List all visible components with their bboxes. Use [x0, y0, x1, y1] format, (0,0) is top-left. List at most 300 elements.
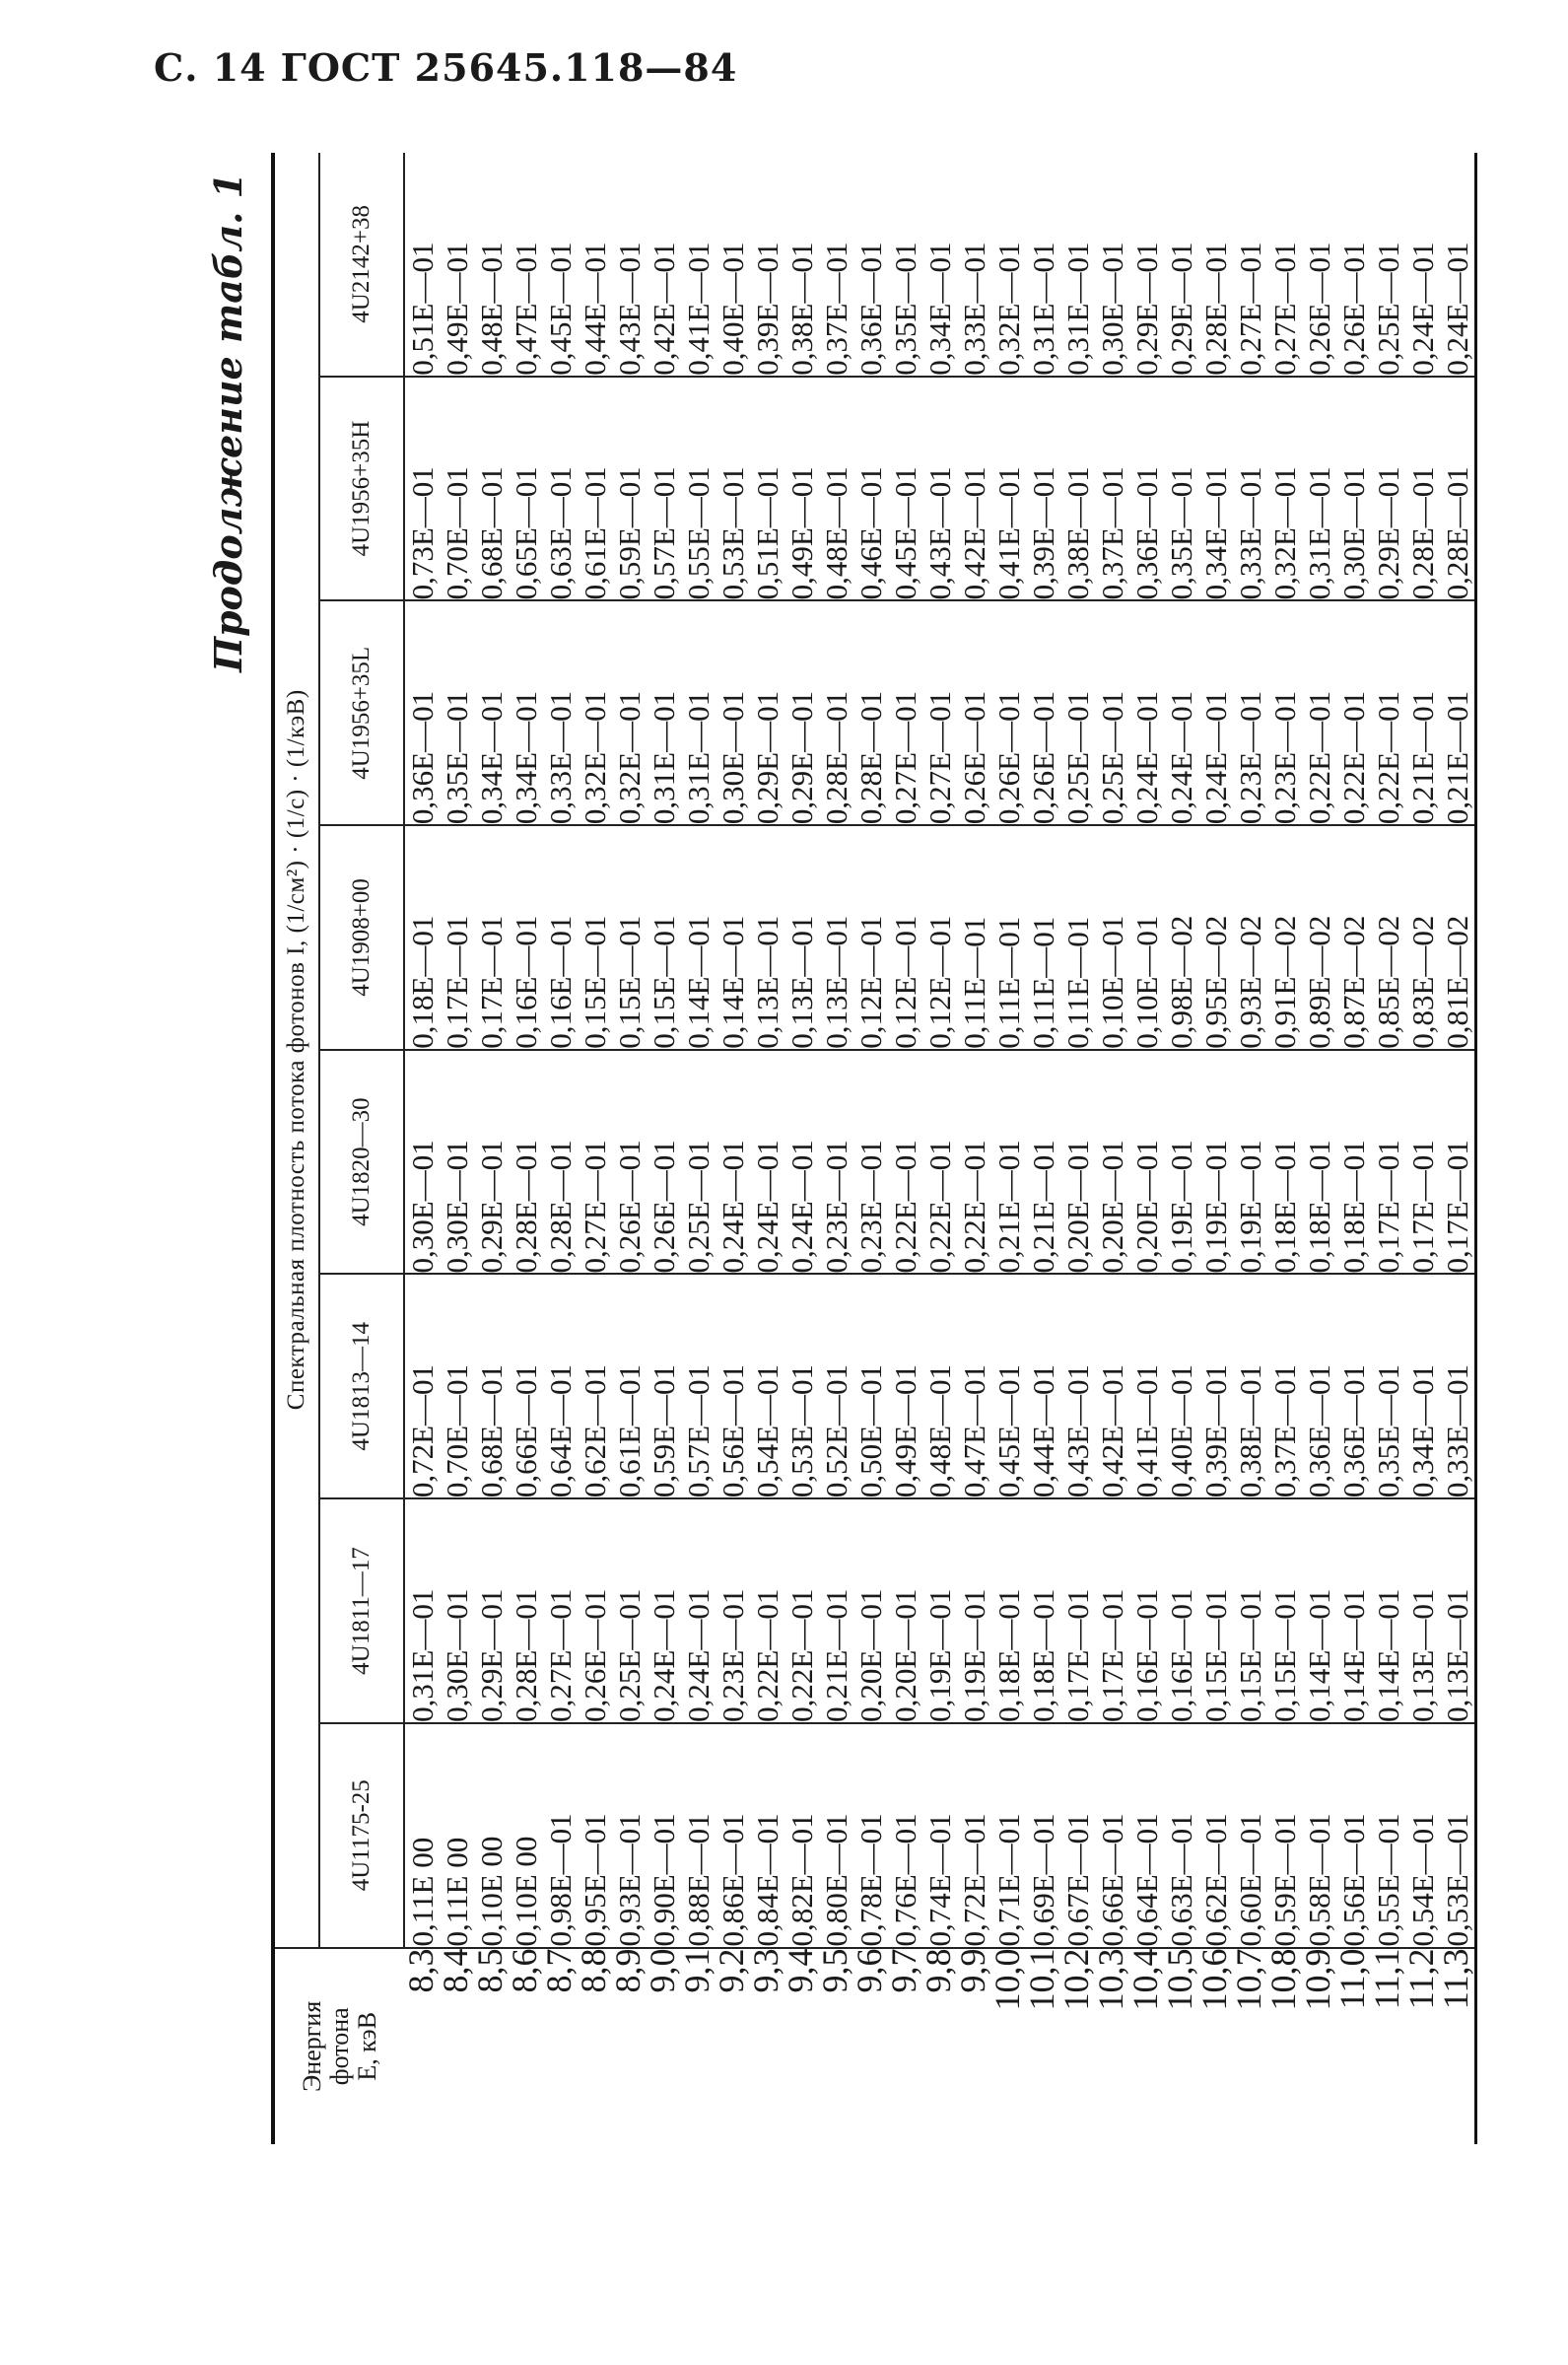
table-cell: 0,29E—01: [474, 1140, 509, 1274]
energy-value: 9,6: [850, 1948, 889, 1993]
table-cell: 0,30E—01: [716, 690, 750, 825]
energy-value: 8,5: [470, 1948, 510, 1993]
table-cell: 0,72E—01: [957, 1813, 991, 1947]
table-cell: 0,17E—01: [1371, 1140, 1405, 1274]
table-cell: 0,83E—02: [1405, 915, 1440, 1049]
table-cell: 0,37E—01: [1095, 466, 1129, 600]
table-cell: 0,42E—01: [957, 466, 991, 600]
column-header: 4U1908+00: [319, 825, 404, 1050]
table-cell: 0,33E—01: [543, 690, 578, 825]
table-cell: 0,33E—01: [1233, 466, 1267, 600]
table-cell: 0,98E—01: [543, 1813, 578, 1947]
table-cell: 0,32E—01: [1267, 466, 1302, 600]
table-cell: 0,24E—01: [1198, 690, 1233, 825]
table-cell: 0,26E—01: [1302, 242, 1336, 376]
energy-value: 9,1: [677, 1948, 716, 1993]
table-cell: 0,80E—01: [819, 1813, 853, 1947]
table-cell: 0,34E—01: [1405, 1363, 1440, 1498]
table-cell: 0,29E—01: [750, 690, 784, 825]
column-header: 4U1820—30: [319, 1050, 404, 1275]
energy-value: 8,8: [574, 1948, 613, 1993]
table-cell: 0,31E—01: [647, 690, 681, 825]
table-cell: 0,49E—01: [784, 466, 819, 600]
table-cell: 0,40E—01: [716, 242, 750, 376]
table-cell: 0,65E—01: [509, 466, 543, 600]
table-cell: 0,21E—01: [1405, 690, 1440, 825]
table-cell: 0,48E—01: [474, 242, 509, 376]
table-cell: 0,10E—01: [1129, 915, 1164, 1049]
table-cell: 0,26E—01: [578, 1588, 612, 1722]
table-cell: 0,28E—01: [819, 690, 853, 825]
table-cell: 0,34E—01: [474, 690, 509, 825]
table-cell: 0,12E—01: [922, 915, 957, 1049]
table-cell: 0,14E—01: [1371, 1588, 1405, 1722]
table-cell: 0,20E—01: [1095, 1140, 1129, 1274]
table-cell: 0,17E—01: [440, 915, 474, 1049]
table-cell: 0,13E—01: [819, 915, 853, 1049]
table-cell: 0,14E—01: [681, 915, 716, 1049]
table-cell: 0,58E—01: [1302, 1813, 1336, 1947]
table-cell: 0,27E—01: [543, 1588, 578, 1722]
table-cell: 0,59E—01: [647, 1363, 681, 1498]
table-cell: 0,71E—01: [991, 1813, 1026, 1947]
table-cell: 0,55E—01: [1371, 1813, 1405, 1947]
table-cell: 0,61E—01: [612, 1363, 647, 1498]
table-cell: 0,88E—01: [681, 1813, 716, 1947]
table-cell: 0,32E—01: [612, 690, 647, 825]
values-column: [404, 825, 1476, 1050]
table-cell: 0,21E—01: [1440, 690, 1474, 825]
values-column: [404, 600, 1476, 825]
table-cell: 0,23E—01: [1267, 690, 1302, 825]
table-cell: 0,22E—01: [922, 1140, 957, 1274]
table-cell: 0,45E—01: [543, 242, 578, 376]
table-cell: 0,28E—01: [853, 690, 888, 825]
energy-value: 10,3: [1091, 1948, 1130, 2011]
table-cell: 0,90E—01: [647, 1813, 681, 1947]
table-cell: 0,11E—01: [957, 916, 991, 1049]
table-body-row: [404, 153, 1476, 2144]
table-cell: 0,41E—01: [991, 466, 1026, 600]
table-cell: 0,16E—01: [1129, 1588, 1164, 1722]
table-cell: 0,55E—01: [681, 466, 716, 600]
table-cell: 0,68E—01: [474, 466, 509, 600]
table-cell: 0,12E—01: [853, 915, 888, 1049]
table-cell: 0,10E 00: [474, 1836, 509, 1947]
table-cell: 0,53E—01: [716, 466, 750, 600]
table-cell: 0,26E—01: [1026, 690, 1060, 825]
table-cell: 0,57E—01: [647, 466, 681, 600]
table-cell: 0,42E—01: [1095, 1363, 1129, 1498]
table-cell: 0,43E—01: [612, 242, 647, 376]
table-cell: 0,53E—01: [1440, 1813, 1474, 1947]
energy-value: 10,2: [1057, 1948, 1096, 2011]
values-column: [404, 377, 1476, 601]
values-column: [404, 1274, 1476, 1498]
energy-value: 11,3: [1436, 1948, 1475, 2010]
table-cell: 0,40E—01: [1164, 1363, 1198, 1498]
table-cell: 0,43E—01: [922, 466, 957, 600]
column-header: 4U2142+38: [319, 153, 404, 377]
table-cell: 0,15E—01: [1267, 1588, 1302, 1722]
table-cell: 0,74E—01: [922, 1813, 957, 1947]
table-cell: 0,25E—01: [1095, 690, 1129, 825]
table-cell: 0,29E—01: [1164, 242, 1198, 376]
table-cell: 0,95E—02: [1198, 915, 1233, 1049]
table-cell: 0,38E—01: [784, 242, 819, 376]
table-cell: 0,28E—01: [509, 1588, 543, 1722]
group-header: Спектральная плотность потока фотонов I, (1/см²) · (1/с) · (1/кэВ): [273, 153, 319, 1948]
table-cell: 0,28E—01: [543, 1140, 578, 1274]
table-cell: 0,67E—01: [1060, 1813, 1095, 1947]
table-cell: 0,41E—01: [1129, 1363, 1164, 1498]
table-cell: 0,22E—01: [1302, 690, 1336, 825]
table-cell: 0,47E—01: [509, 242, 543, 376]
energy-value: 8,9: [608, 1948, 648, 1993]
table-cell: 0,31E—01: [681, 690, 716, 825]
table-cell: 0,60E—01: [1233, 1813, 1267, 1947]
values-column: [404, 1050, 1476, 1275]
table-cell: 0,29E—01: [784, 690, 819, 825]
standard-code: ГОСТ 25645.118—84: [280, 45, 738, 90]
table-cell: 0,36E—01: [1129, 466, 1164, 600]
page-number: С. 14: [154, 45, 267, 90]
table-cell: 0,25E—01: [1371, 242, 1405, 376]
table-cell: 0,49E—01: [888, 1363, 922, 1498]
table-cell: 0,27E—01: [1267, 242, 1302, 376]
table-cell: 0,14E—01: [716, 915, 750, 1049]
table-cell: 0,26E—01: [991, 690, 1026, 825]
table-cell: 0,17E—01: [1095, 1588, 1129, 1722]
table-cell: 0,54E—01: [1405, 1813, 1440, 1947]
table-cell: 0,27E—01: [888, 690, 922, 825]
table-cell: 0,39E—01: [750, 242, 784, 376]
table-cell: 0,23E—01: [1233, 690, 1267, 825]
energy-values-cell: [401, 1948, 1476, 2144]
table-cell: 0,17E—01: [1405, 1140, 1440, 1274]
table-cell: 0,59E—01: [612, 466, 647, 600]
table-cell: 0,24E—01: [1440, 242, 1474, 376]
energy-value: 10,7: [1229, 1948, 1268, 2011]
table-cell: 0,51E—01: [750, 466, 784, 600]
table-cell: 0,11E 00: [405, 1837, 440, 1947]
table-cell: 0,93E—01: [612, 1813, 647, 1947]
table-cell: 0,36E—01: [1336, 1363, 1371, 1498]
table-cell: 0,23E—01: [819, 1140, 853, 1274]
table-cell: 0,18E—01: [1302, 1140, 1336, 1274]
table-cell: 0,11E—01: [1060, 916, 1095, 1049]
table-cell: 0,42E—01: [647, 242, 681, 376]
table-cell: 0,13E—01: [750, 915, 784, 1049]
table-caption: Продолжение табл. 1: [206, 173, 250, 672]
table-cell: 0,31E—01: [1026, 242, 1060, 376]
table-cell: 0,19E—01: [1198, 1140, 1233, 1274]
table-cell: 0,27E—01: [578, 1140, 612, 1274]
energy-column-header: Энергия фотона E, кэВ: [273, 1948, 404, 2144]
table-cell: 0,35E—01: [440, 690, 474, 825]
table-cell: 0,16E—01: [509, 915, 543, 1049]
table-cell: 0,54E—01: [750, 1363, 784, 1498]
energy-value: 9,8: [919, 1948, 958, 1993]
column-header: 4U1956+35H: [319, 377, 404, 601]
column-header: 4U1813—14: [319, 1274, 404, 1498]
table-cell: 0,22E—01: [1336, 690, 1371, 825]
table-cell: 0,15E—01: [578, 915, 612, 1049]
energy-value: 10,8: [1263, 1948, 1303, 2011]
table-cell: 0,72E—01: [405, 1363, 440, 1498]
table-cell: 0,25E—01: [1060, 690, 1095, 825]
table-cell: 0,95E—01: [578, 1813, 612, 1947]
table-cell: 0,28E—01: [1440, 466, 1474, 600]
table-cell: 0,47E—01: [957, 1363, 991, 1498]
table-cell: 0,35E—01: [888, 242, 922, 376]
table-cell: 0,27E—01: [922, 690, 957, 825]
energy-value: 10,0: [988, 1948, 1027, 2011]
table-cell: 0,66E—01: [509, 1363, 543, 1498]
energy-value: 8,7: [539, 1948, 579, 1993]
table-cell: 0,85E—02: [1371, 915, 1405, 1049]
table-cell: 0,15E—01: [647, 915, 681, 1049]
table-cell: 0,18E—01: [1336, 1140, 1371, 1274]
table-cell: 0,20E—01: [888, 1588, 922, 1722]
table-cell: 0,57E—01: [681, 1363, 716, 1498]
table-cell: 0,16E—01: [1164, 1588, 1198, 1722]
table-cell: 0,91E—02: [1267, 915, 1302, 1049]
table-cell: 0,27E—01: [1233, 242, 1267, 376]
energy-value: 8,3: [401, 1948, 441, 1993]
energy-value: 9,5: [815, 1948, 854, 1993]
table-cell: 0,28E—01: [1405, 466, 1440, 600]
table-cell: 0,37E—01: [1267, 1363, 1302, 1498]
table-cell: 0,70E—01: [440, 1363, 474, 1498]
table-cell: 0,31E—01: [1060, 242, 1095, 376]
table-cell: 0,51E—01: [405, 242, 440, 376]
table-cell: 0,21E—01: [1026, 1140, 1060, 1274]
table-cell: 0,56E—01: [716, 1363, 750, 1498]
table-cell: 0,78E—01: [853, 1813, 888, 1947]
energy-value: 11,2: [1401, 1948, 1441, 2010]
energy-value: 9,3: [746, 1948, 785, 1993]
table-cell: 0,24E—01: [1405, 242, 1440, 376]
table-cell: 0,15E—01: [612, 915, 647, 1049]
table-cell: 0,33E—01: [1440, 1363, 1474, 1498]
table-cell: 0,61E—01: [578, 466, 612, 600]
table-cell: 0,36E—01: [853, 242, 888, 376]
table-cell: 0,35E—01: [1371, 1363, 1405, 1498]
energy-value: 10,6: [1194, 1948, 1234, 2011]
table-cell: 0,14E—01: [1336, 1588, 1371, 1722]
table-cell: 0,24E—01: [750, 1140, 784, 1274]
table-cell: 0,22E—01: [957, 1140, 991, 1274]
table-cell: 0,66E—01: [1095, 1813, 1129, 1947]
table-cell: 0,29E—01: [1129, 242, 1164, 376]
table-cell: 0,18E—01: [1267, 1140, 1302, 1274]
table-cell: 0,48E—01: [922, 1363, 957, 1498]
table-cell: 0,34E—01: [1198, 466, 1233, 600]
values-column: [404, 153, 1476, 377]
table-cell: 0,26E—01: [612, 1140, 647, 1274]
table-cell: 0,64E—01: [1129, 1813, 1164, 1947]
energy-value: 9,2: [712, 1948, 751, 1993]
table-cell: 0,24E—01: [1129, 690, 1164, 825]
table-cell: 0,87E—02: [1336, 915, 1371, 1049]
table-cell: 0,15E—01: [1198, 1588, 1233, 1722]
energy-value: 10,9: [1298, 1948, 1337, 2011]
table-cell: 0,89E—02: [1302, 915, 1336, 1049]
table-cell: 0,11E—01: [1026, 916, 1060, 1049]
table-cell: 0,24E—01: [716, 1140, 750, 1274]
table-cell: 0,38E—01: [1060, 466, 1095, 600]
table-cell: 0,48E—01: [819, 466, 853, 600]
energy-value: 10,5: [1160, 1948, 1199, 2011]
table-cell: 0,34E—01: [922, 242, 957, 376]
table-cell: 0,46E—01: [853, 466, 888, 600]
table-cell: 0,34E—01: [509, 690, 543, 825]
table-cell: 0,24E—01: [1164, 690, 1198, 825]
table-cell: 0,17E—01: [474, 915, 509, 1049]
table-cell: 0,31E—01: [1302, 466, 1336, 600]
table-cell: 0,18E—01: [991, 1588, 1026, 1722]
table-cell: 0,26E—01: [1336, 242, 1371, 376]
table-cell: 0,84E—01: [750, 1813, 784, 1947]
table-cell: 0,11E—01: [991, 916, 1026, 1049]
table-cell: 0,41E—01: [681, 242, 716, 376]
table-cell: 0,64E—01: [543, 1363, 578, 1498]
table-cell: 0,17E—01: [1440, 1140, 1474, 1274]
values-column: [404, 1498, 1476, 1723]
table-cell: 0,28E—01: [1198, 242, 1233, 376]
column-header: 4U1175-25: [319, 1723, 404, 1948]
table-cell: 0,19E—01: [1233, 1140, 1267, 1274]
values-column: [404, 1723, 1476, 1948]
table-cell: 0,45E—01: [888, 466, 922, 600]
energy-value: 9,7: [884, 1948, 923, 1993]
table-cell: 0,53E—01: [784, 1363, 819, 1498]
table-cell: 0,12E—01: [888, 915, 922, 1049]
table-cell: 0,29E—01: [1371, 466, 1405, 600]
table-cell: 0,24E—01: [681, 1588, 716, 1722]
table-cell: 0,25E—01: [681, 1140, 716, 1274]
table-cell: 0,20E—01: [1129, 1140, 1164, 1274]
table-cell: 0,19E—01: [922, 1588, 957, 1722]
table-cell: 0,21E—01: [819, 1588, 853, 1722]
table-cell: 0,35E—01: [1164, 466, 1198, 600]
table-cell: 0,16E—01: [543, 915, 578, 1049]
table-cell: 0,26E—01: [647, 1140, 681, 1274]
table-cell: 0,14E—01: [1302, 1588, 1336, 1722]
table-cell: 0,36E—01: [405, 690, 440, 825]
table-cell: 0,62E—01: [578, 1363, 612, 1498]
table-cell: 0,68E—01: [474, 1363, 509, 1498]
table-cell: 0,10E 00: [509, 1836, 543, 1947]
table-cell: 0,21E—01: [991, 1140, 1026, 1274]
energy-value: 9,9: [953, 1948, 992, 1993]
table-cell: 0,30E—01: [1095, 242, 1129, 376]
table-cell: 0,23E—01: [716, 1588, 750, 1722]
table-cell: 0,10E—01: [1095, 915, 1129, 1049]
table-cell: 0,22E—01: [888, 1140, 922, 1274]
table-cell: 0,39E—01: [1026, 466, 1060, 600]
table-cell: 0,45E—01: [991, 1363, 1026, 1498]
table-cell: 0,25E—01: [612, 1588, 647, 1722]
table-cell: 0,22E—01: [750, 1588, 784, 1722]
table-cell: 0,44E—01: [578, 242, 612, 376]
table-cell: 0,37E—01: [819, 242, 853, 376]
table-cell: 0,73E—01: [405, 466, 440, 600]
column-header: 4U1811—17: [319, 1498, 404, 1723]
table-cell: 0,81E—02: [1440, 915, 1474, 1049]
table-cell: 0,38E—01: [1233, 1363, 1267, 1498]
table-cell: 0,30E—01: [405, 1140, 440, 1274]
table-cell: 0,24E—01: [784, 1140, 819, 1274]
table-cell: 0,20E—01: [853, 1588, 888, 1722]
table-cell: 0,30E—01: [440, 1588, 474, 1722]
table-cell: 0,50E—01: [853, 1363, 888, 1498]
table-cell: 0,15E—01: [1233, 1588, 1267, 1722]
page-header: [154, 45, 751, 90]
table-cell: 0,22E—01: [784, 1588, 819, 1722]
energy-value: 8,4: [436, 1948, 475, 1993]
table-cell: 0,59E—01: [1267, 1813, 1302, 1947]
table-cell: 0,13E—01: [784, 915, 819, 1049]
table-cell: 0,63E—01: [1164, 1813, 1198, 1947]
energy-value: 11,1: [1367, 1948, 1406, 2010]
table-cell: 0,17E—01: [1060, 1588, 1095, 1722]
table-cell: 0,49E—01: [440, 242, 474, 376]
energy-value: 9,4: [781, 1948, 820, 1993]
table-cell: 0,76E—01: [888, 1813, 922, 1947]
energy-value: 10,4: [1125, 1948, 1165, 2011]
energy-value: 9,0: [643, 1948, 682, 1993]
spectral-table: [271, 153, 1477, 2144]
table-cell: 0,29E—01: [474, 1588, 509, 1722]
table-cell: 0,93E—02: [1233, 915, 1267, 1049]
table-cell: 0,18E—01: [405, 915, 440, 1049]
table-cell: 0,19E—01: [957, 1588, 991, 1722]
column-header: 4U1956+35L: [319, 600, 404, 825]
energy-value: 8,6: [505, 1948, 544, 1993]
table-cell: 0,30E—01: [1336, 466, 1371, 600]
table-cell: 0,26E—01: [957, 690, 991, 825]
energy-value: 11,0: [1332, 1948, 1372, 2010]
rotated-table-block: [206, 153, 1562, 2144]
table-cell: 0,11E 00: [440, 1837, 474, 1947]
table-cell: 0,56E—01: [1336, 1813, 1371, 1947]
table-cell: 0,23E—01: [853, 1140, 888, 1274]
table-cell: 0,36E—01: [1302, 1363, 1336, 1498]
table-cell: 0,32E—01: [991, 242, 1026, 376]
table-cell: 0,98E—02: [1164, 915, 1198, 1049]
table-cell: 0,31E—01: [405, 1588, 440, 1722]
table-cell: 0,82E—01: [784, 1813, 819, 1947]
table-cell: 0,70E—01: [440, 466, 474, 600]
table-cell: 0,62E—01: [1198, 1813, 1233, 1947]
table-cell: 0,39E—01: [1198, 1363, 1233, 1498]
table-cell: 0,24E—01: [647, 1588, 681, 1722]
table-cell: 0,28E—01: [509, 1140, 543, 1274]
table-cell: 0,86E—01: [716, 1813, 750, 1947]
table-cell: 0,20E—01: [1060, 1140, 1095, 1274]
table-cell: 0,18E—01: [1026, 1588, 1060, 1722]
table-cell: 0,19E—01: [1164, 1140, 1198, 1274]
table-cell: 0,43E—01: [1060, 1363, 1095, 1498]
table-cell: 0,33E—01: [957, 242, 991, 376]
column-header-row: [319, 153, 404, 2144]
table-cell: 0,63E—01: [543, 466, 578, 600]
table-cell: 0,32E—01: [578, 690, 612, 825]
table-cell: 0,13E—01: [1405, 1588, 1440, 1722]
table-cell: 0,52E—01: [819, 1363, 853, 1498]
